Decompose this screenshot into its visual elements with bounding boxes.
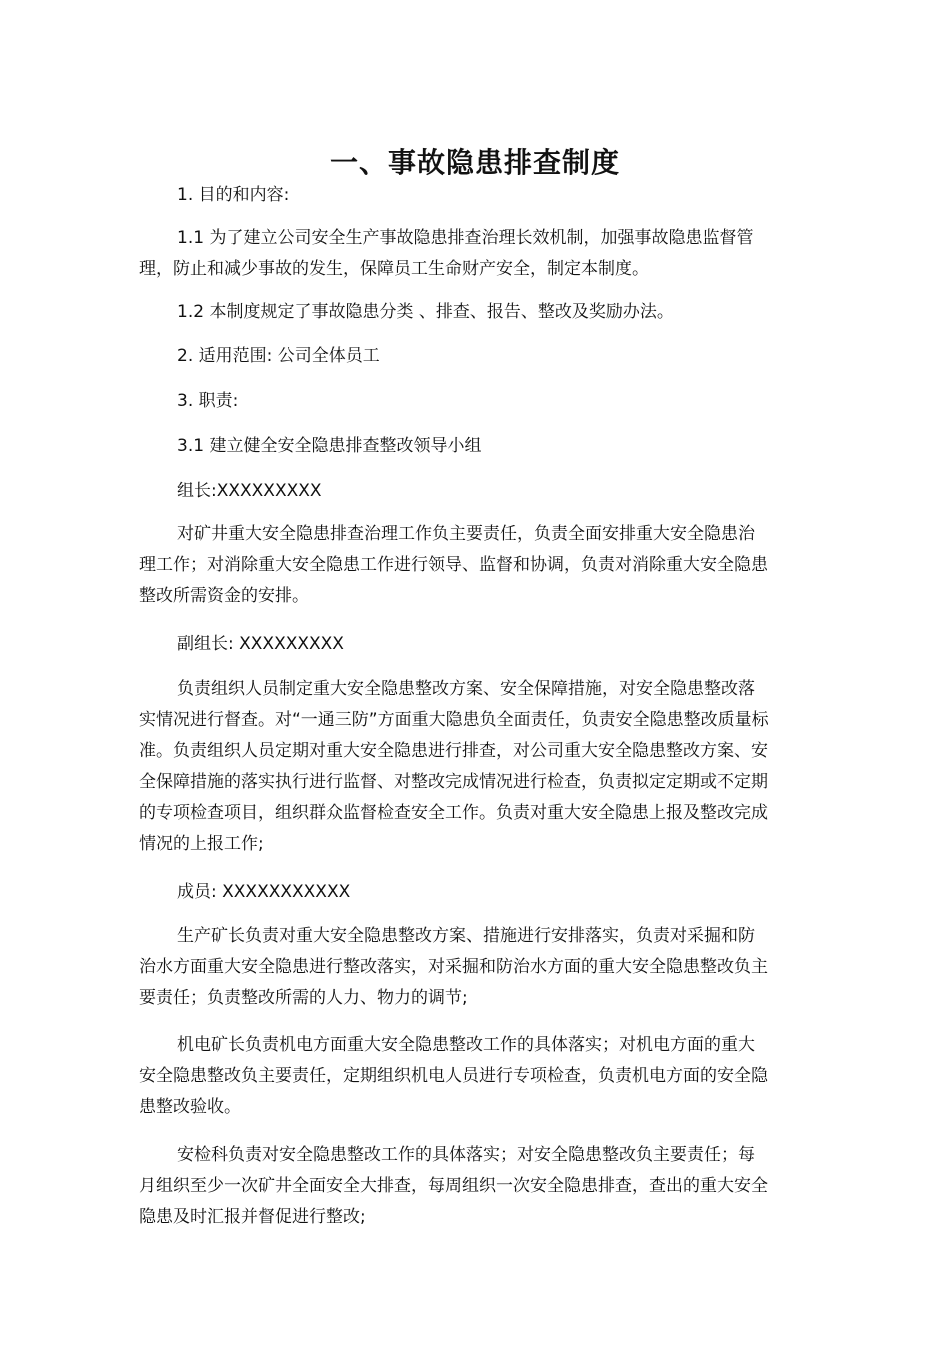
page-title: 一、事故隐患排查制度 [329,145,620,179]
paragraph-safety-department: 安检科负责对安全隐患整改工作的具体落实；对安全隐患整改负主要责任；每月组织至少一次矿井全面安全大排查，每周组织一次安全隐患排查，查出的重大安全隐患及时汇报并督促进行整改; [139,1145,768,1227]
paragraph-1-1: 1.1 为了建立公司安全生产事故隐患排查治理长效机制，加强事故隐患监督管理，防止和减少事故的发生，保障员工生命财产安全，制定本制度。 [139,228,754,279]
paragraph-1-2: 1.2 本制度规定了事故隐患分类 、排查、报告、整改及奖励办法。 [177,302,674,322]
paragraph-scope: 2. 适用范围: 公司全体员工 [177,346,380,366]
paragraph-electromechanical-manager: 机电矿长负责机电方面重大安全隐患整改工作的具体落实；对机电方面的重大安全隐患整改负主要责任，定期组织机电人员进行专项检查，负责机电方面的安全隐患整改验收。 [139,1035,768,1117]
paragraph-leader: 组长:XXXXXXXXX [177,481,322,501]
paragraph-production-manager: 生产矿长负责对重大安全隐患整改方案、措施进行安排落实，负责对采掘和防治水方面重大安全隐患进行整改落实，对采掘和防治水方面的重大安全隐患整改负主要责任；负责整改所需的人力、物力的调节; [139,926,768,1008]
paragraph-deputy-leader: 副组长: XXXXXXXXX [177,634,344,654]
paragraph-duties-heading: 3. 职责: [177,391,239,411]
paragraph-leader-duties: 对矿井重大安全隐患排查治理工作负主要责任，负责全面安排重大安全隐患治理工作；对消除重大安全隐患工作进行领导、监督和协调，负责对消除重大安全隐患整改所需资金的安排。 [139,524,768,606]
paragraph-deputy-duties: 负责组织人员制定重大安全隐患整改方案、安全保障措施，对安全隐患整改落实情况进行督查。对“一通三防”方面重大隐患负全面责任，负责安全隐患整改质量标准。负责组织人员定期对重大安全隐患进行排查，对公司重大安全隐患整改方案、安全保障措施的落实执行进行监督、对整改完成情况进行检查，负责拟定定期或不定期的专项检查项目，组织群众监督检查安全工作。负责对重大安全隐患上报及整改完成情况的上报工作; [139,679,769,854]
paragraph-members: 成员: XXXXXXXXXXX [177,882,351,902]
paragraph-purpose-heading: 1. 目的和内容: [177,185,290,205]
paragraph-3-1: 3.1 建立健全安全隐患排查整改领导小组 [177,436,482,456]
